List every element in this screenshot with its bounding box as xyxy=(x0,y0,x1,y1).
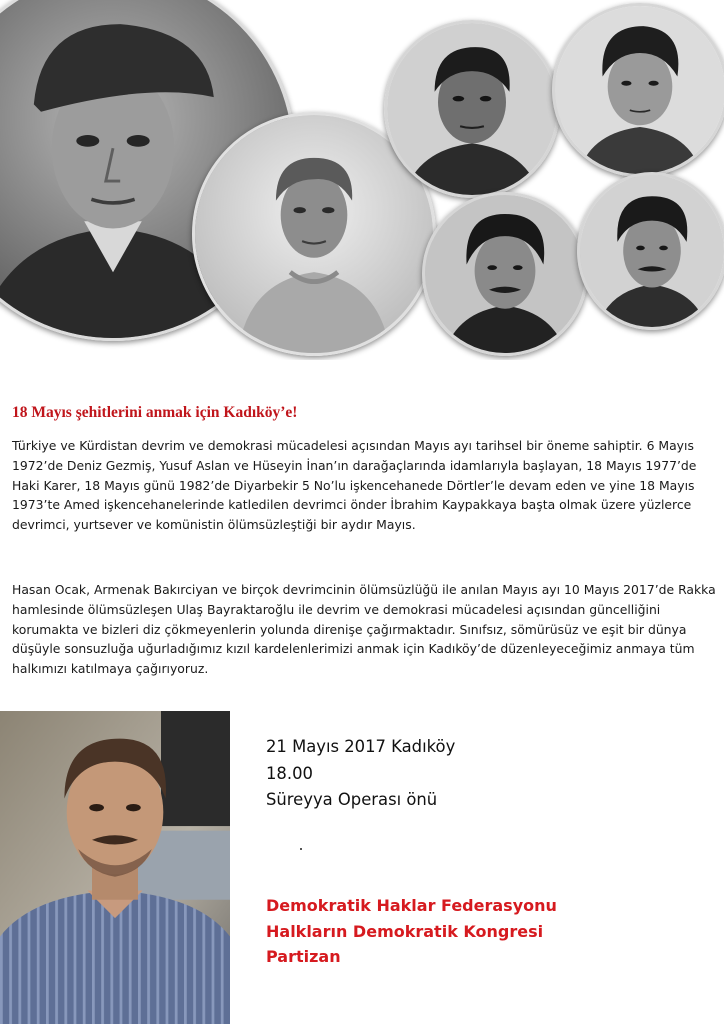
organization-1: Demokratik Haklar Federasyonu xyxy=(266,896,557,915)
portrait-photo-3 xyxy=(384,20,560,198)
headline: 18 Mayıs şehitlerini anmak için Kadıköy’e! xyxy=(12,404,298,421)
organization-3: Partizan xyxy=(266,947,341,966)
event-time: 18.00 xyxy=(266,763,313,783)
portrait-photo-5 xyxy=(422,192,588,356)
body-paragraph-1: Türkiye ve Kürdistan devrim ve demokrasi mücadelesi açısından Mayıs ayı tarihsel bir öneme sahiptir. 6 Mayıs 1972’de Deniz Gezmiş, Yusuf Aslan ve Hüseyin İnan’ın darağaçlarında idamlarıyla başlayan, 18 Mayıs 1977’de Haki Karer, 18 Mayıs günü 1982’de Diyarbekir 5 No’lu işkencehanede Dörtler’le devam eden ve yine 18 Mayıs 1973’te Amed işkencehanelerinde katledilen devrimci önder İbrahim Kaypakkaya başta olmak üzere yüzlerce devrimci, yurtsever ve komünistin ölümsüzleştiği bir aydır Mayıs. xyxy=(12,438,697,533)
event-details xyxy=(266,734,455,814)
body-paragraph-2: Hasan Ocak, Armenak Bakırciyan ve birçok devrimcinin ölümsüzlüğü ile anılan Mayıs ayı 10 Mayıs 2017’de Rakka hamlesinde ölümsüzleşen Ulaş Bayraktaroğlu ile devrim ve demokrasi mücadelesi açısından güncelliğini korumakta ve bizleri diz çökmeyenlerin yolunda direnişe çağırmaktadır. Sınıfsız, sömürüsüz ve eşit bir dünya düşüyle sonsuzluğa uğurladığımız kızıl kardelenlerimizi anmak için Kadıköy’de düzenleyeceğimiz anmaya tüm halkımızı katılmaya çağırıyoruz. xyxy=(12,582,716,677)
organizations-list xyxy=(266,893,557,970)
portrait-photo-4 xyxy=(552,3,724,177)
portrait-photo-ulas xyxy=(0,711,230,1024)
organization-2: Halkların Demokratik Kongresi xyxy=(266,921,544,941)
event-date-place: 21 Mayıs 2017 Kadıköy xyxy=(266,737,456,756)
portrait-photo-6 xyxy=(577,172,724,330)
stray-dot xyxy=(300,848,302,850)
event-location: Süreyya Operası önü xyxy=(266,790,438,809)
portrait-collage xyxy=(0,0,724,360)
